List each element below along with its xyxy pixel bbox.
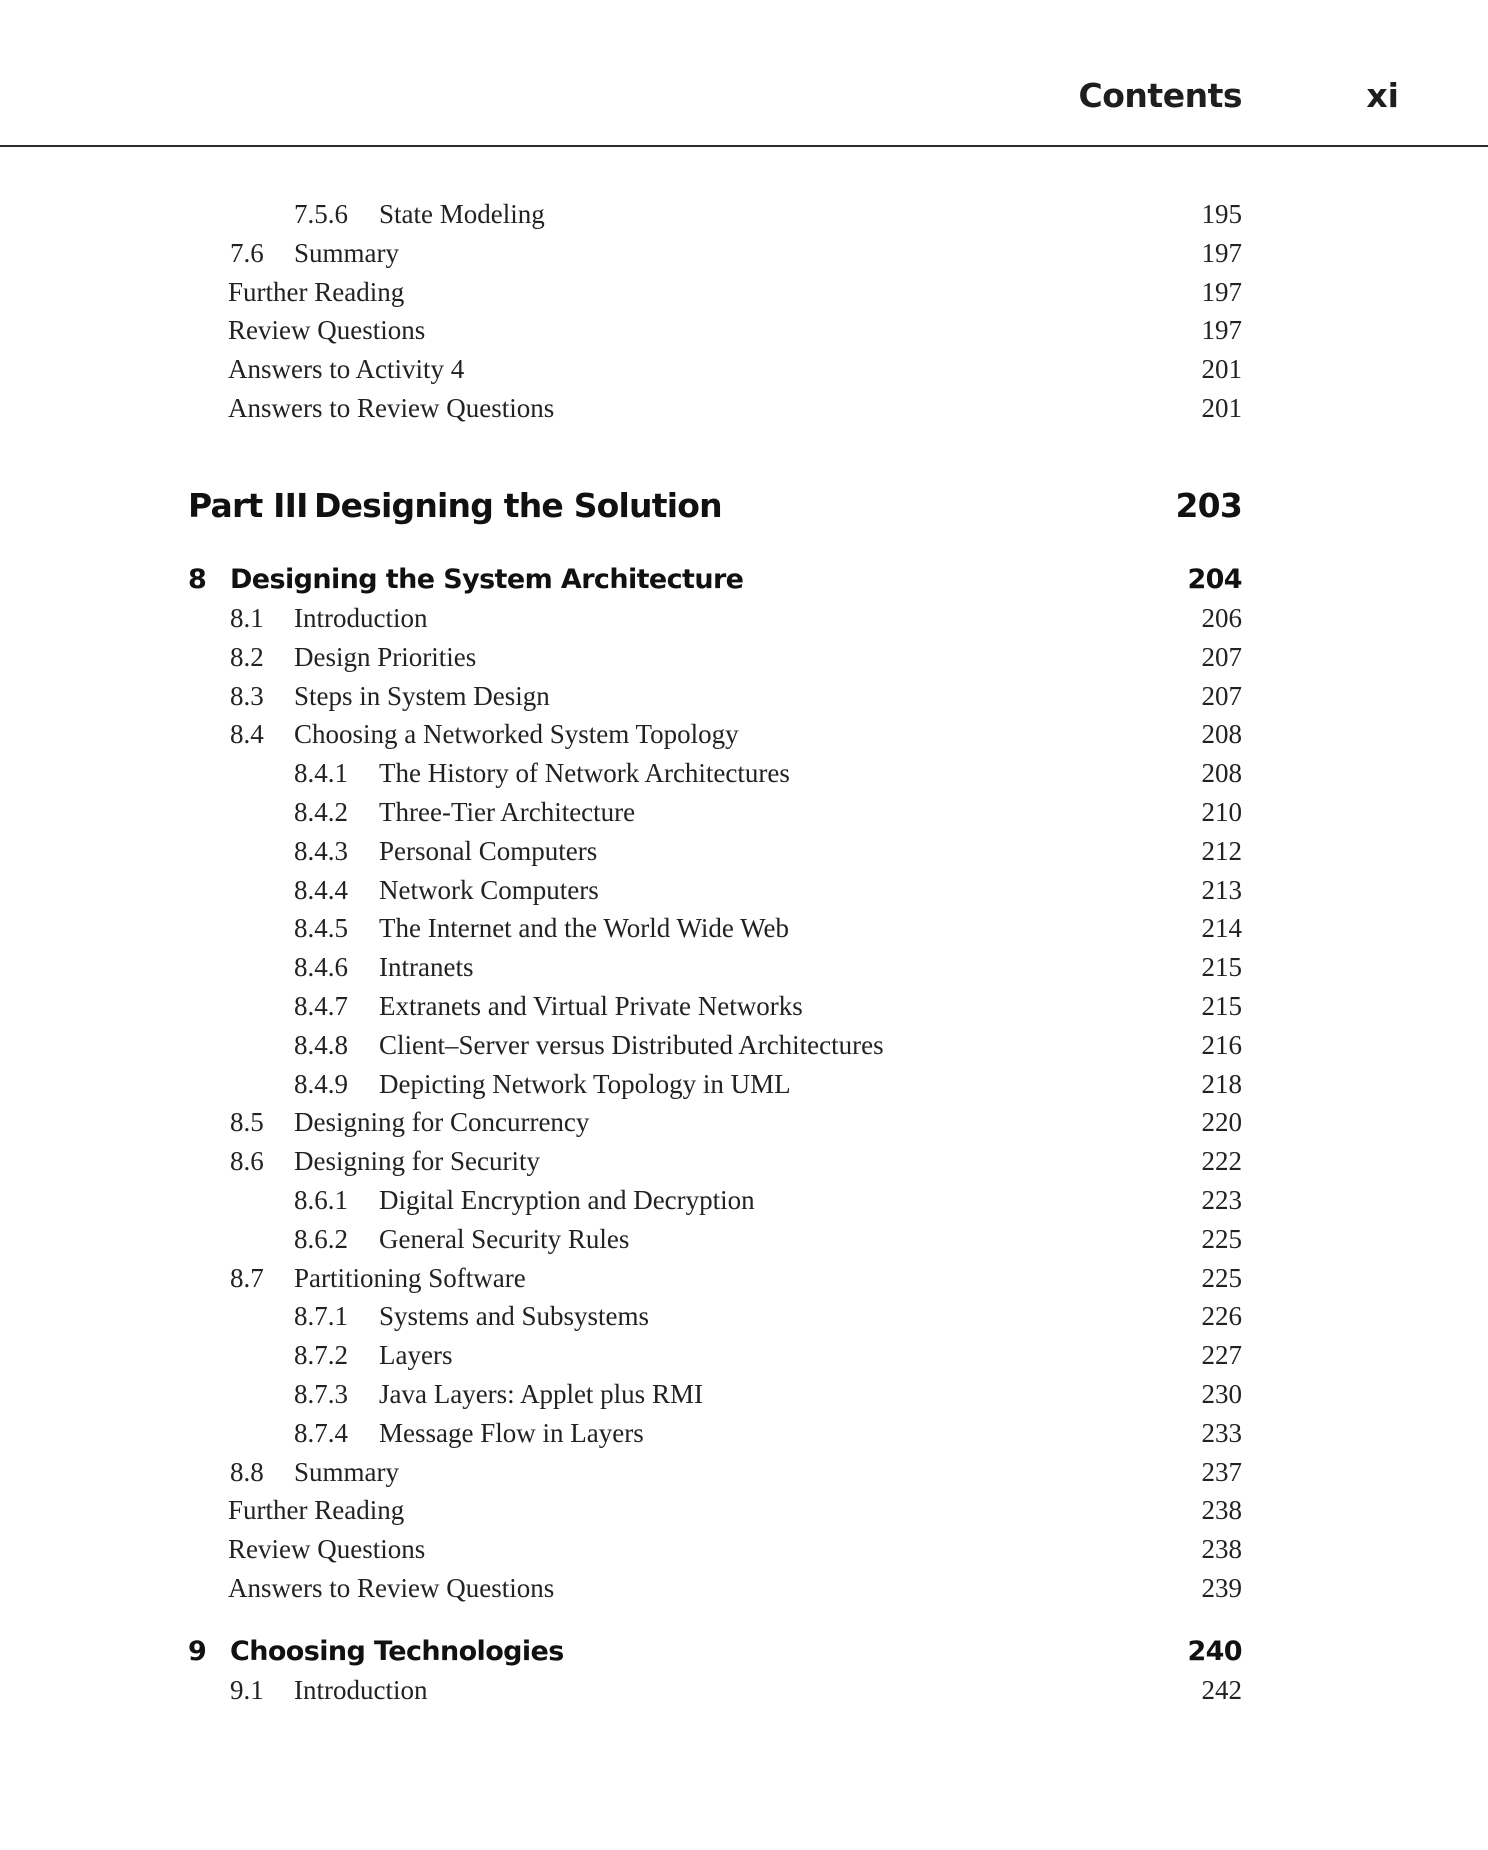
entry-number: 8.7.2 (294, 1340, 348, 1371)
entry-page: 222 (1201, 1146, 1242, 1177)
toc-entry (0, 913, 1488, 953)
entry-title: The Internet and the World Wide Web (379, 913, 789, 944)
entry-page: 218 (1201, 1068, 1242, 1099)
entry-title: Client–Server versus Distributed Architectures (379, 1029, 884, 1060)
entry-page: 215 (1201, 952, 1242, 983)
entry-number: 8.8 (230, 1456, 264, 1487)
entry-number: 8.6.1 (294, 1185, 348, 1215)
entry-page: 197 (1201, 315, 1242, 346)
toc-entry (0, 952, 1488, 992)
entry-page: 203 (1175, 486, 1242, 525)
entry-number: 8.4.2 (294, 797, 348, 827)
entry-page: 195 (1201, 199, 1242, 229)
entry-title: Extranets and Virtual Private Networks (379, 991, 803, 1021)
entry-number: 8.4.8 (294, 1029, 348, 1060)
entry-title: Design Priorities (294, 641, 477, 672)
toc-entry (0, 1146, 1488, 1186)
entry-page: 220 (1201, 1107, 1242, 1138)
entry-page: 240 (1187, 1636, 1242, 1667)
entry-number: 8.4.4 (294, 874, 348, 905)
entry-page: 204 (1187, 564, 1242, 595)
entry-number: 8 (188, 564, 207, 595)
entry-page: 197 (1201, 237, 1242, 268)
entry-number: 8.7.1 (294, 1301, 348, 1332)
entry-title: Introduction (294, 1675, 428, 1705)
entry-title: Network Computers (379, 874, 599, 905)
toc-entry (0, 1069, 1488, 1109)
entry-number: 8.4 (230, 719, 264, 750)
entry-title: Review Questions (228, 1534, 426, 1565)
entry-number: 8.7.4 (294, 1417, 348, 1448)
toc-entry (0, 1263, 1488, 1303)
entry-page: 227 (1201, 1340, 1242, 1371)
entry-number: 9.1 (230, 1675, 264, 1705)
entry-title: Designing the Solution (314, 486, 722, 525)
entry-title: The History of Network Architectures (379, 758, 790, 789)
toc-entry (0, 199, 1488, 239)
entry-page: 208 (1201, 719, 1242, 750)
part-heading (0, 486, 1488, 532)
toc-entry (0, 1340, 1488, 1380)
entry-title: Choosing a Networked System Topology (294, 719, 739, 750)
entry-number: 8.7 (230, 1262, 264, 1293)
entry-number: 8.4.5 (294, 913, 348, 944)
entry-title: Answers to Review Questions (228, 393, 555, 423)
entry-title: Further Reading (228, 1495, 405, 1526)
entry-title: Further Reading (228, 276, 405, 307)
entry-number: 8.4.1 (294, 758, 348, 789)
entry-title: Choosing Technologies (230, 1636, 564, 1667)
toc-entry (0, 758, 1488, 798)
entry-page: 225 (1201, 1223, 1242, 1254)
toc-entry (0, 836, 1488, 876)
entry-page: 215 (1201, 991, 1242, 1021)
entry-title: Three-Tier Architecture (379, 797, 636, 827)
toc-entry (0, 238, 1488, 278)
entry-page: 212 (1201, 835, 1242, 866)
entry-page: 223 (1201, 1185, 1242, 1215)
toc-entry (0, 797, 1488, 837)
entry-title: Intranets (379, 952, 474, 983)
entry-title: Personal Computers (379, 835, 598, 866)
entry-number: 8.4.9 (294, 1068, 348, 1099)
entry-title: Depicting Network Topology in UML (379, 1068, 791, 1099)
toc-entry (0, 1495, 1488, 1535)
entry-page: 238 (1201, 1534, 1242, 1565)
entry-number: 8.3 (230, 680, 264, 711)
entry-page: 242 (1201, 1675, 1242, 1705)
entry-title: Introduction (294, 603, 428, 633)
entry-title: Review Questions (228, 315, 426, 346)
toc-entry (0, 719, 1488, 759)
entry-title: Summary (294, 237, 399, 268)
entry-title: Summary (294, 1456, 399, 1487)
toc-entry (0, 1030, 1488, 1070)
toc-entry (0, 991, 1488, 1031)
entry-number: 8.6.2 (294, 1223, 348, 1254)
entry-title: Designing the System Architecture (230, 564, 744, 595)
entry-title: Answers to Activity 4 (228, 354, 465, 385)
entry-number: 7.5.6 (294, 199, 348, 229)
toc-entry (0, 354, 1488, 394)
chapter-heading (0, 564, 1488, 604)
running-head (0, 0, 1488, 147)
entry-number: 8.1 (230, 603, 264, 633)
entry-title: State Modeling (379, 199, 545, 229)
entry-page: 208 (1201, 758, 1242, 789)
entry-title: General Security Rules (379, 1223, 630, 1254)
toc-entry (0, 1107, 1488, 1147)
toc-entry (0, 1534, 1488, 1574)
toc-entry (0, 393, 1488, 433)
entry-number: 9 (188, 1636, 207, 1667)
toc-entry (0, 315, 1488, 355)
entry-page: 210 (1201, 797, 1242, 827)
toc-entry (0, 1224, 1488, 1264)
entry-title: Digital Encryption and Decryption (379, 1185, 755, 1215)
entry-title: Layers (379, 1340, 453, 1371)
entry-page: 201 (1201, 354, 1242, 385)
entry-page: 239 (1201, 1573, 1242, 1603)
entry-title: Message Flow in Layers (379, 1417, 644, 1448)
running-head-page-number: xi (1366, 76, 1399, 115)
toc-entry (0, 1457, 1488, 1497)
entry-title: Partitioning Software (294, 1262, 526, 1293)
entry-page: 197 (1201, 276, 1242, 307)
entry-title: Answers to Review Questions (228, 1573, 555, 1603)
entry-page: 216 (1201, 1029, 1242, 1060)
toc-entry (0, 681, 1488, 721)
entry-page: 201 (1201, 393, 1242, 423)
entry-page: 230 (1201, 1379, 1242, 1409)
entry-title: Steps in System Design (294, 680, 550, 711)
entry-page: 207 (1201, 641, 1242, 672)
entry-title: Designing for Security (294, 1146, 540, 1177)
entry-page: 226 (1201, 1301, 1242, 1332)
entry-page: 213 (1201, 874, 1242, 905)
entry-page: 206 (1201, 603, 1242, 633)
entry-title: Systems and Subsystems (379, 1301, 650, 1332)
entry-page: 233 (1201, 1417, 1242, 1448)
entry-number: 8.5 (230, 1107, 264, 1138)
entry-page: 225 (1201, 1262, 1242, 1293)
entry-number: 8.4.7 (294, 991, 348, 1021)
entry-number: 8.4.3 (294, 835, 348, 866)
entry-number: 8.4.6 (294, 952, 348, 983)
toc-entry (0, 277, 1488, 317)
entry-page: 237 (1201, 1456, 1242, 1487)
entry-number: 8.7.3 (294, 1379, 348, 1409)
toc-entry (0, 1379, 1488, 1419)
entry-number: Part III (188, 486, 308, 525)
toc-entry (0, 642, 1488, 682)
toc-entry (0, 1573, 1488, 1613)
entry-title: Java Layers: Applet plus RMI (379, 1379, 703, 1409)
toc-entry (0, 875, 1488, 915)
toc-entry (0, 1675, 1488, 1715)
entry-page: 207 (1201, 680, 1242, 711)
entry-number: 8.2 (230, 641, 264, 672)
entry-number: 8.6 (230, 1146, 264, 1177)
toc-entry (0, 1418, 1488, 1458)
entry-page: 238 (1201, 1495, 1242, 1526)
toc-entry (0, 1185, 1488, 1225)
toc-entry (0, 603, 1488, 643)
entry-page: 214 (1201, 913, 1242, 944)
running-head-title: Contents (1078, 76, 1242, 115)
chapter-heading (0, 1636, 1488, 1676)
entry-number: 7.6 (230, 237, 264, 268)
entry-title: Designing for Concurrency (294, 1107, 590, 1138)
toc-entry (0, 1301, 1488, 1341)
